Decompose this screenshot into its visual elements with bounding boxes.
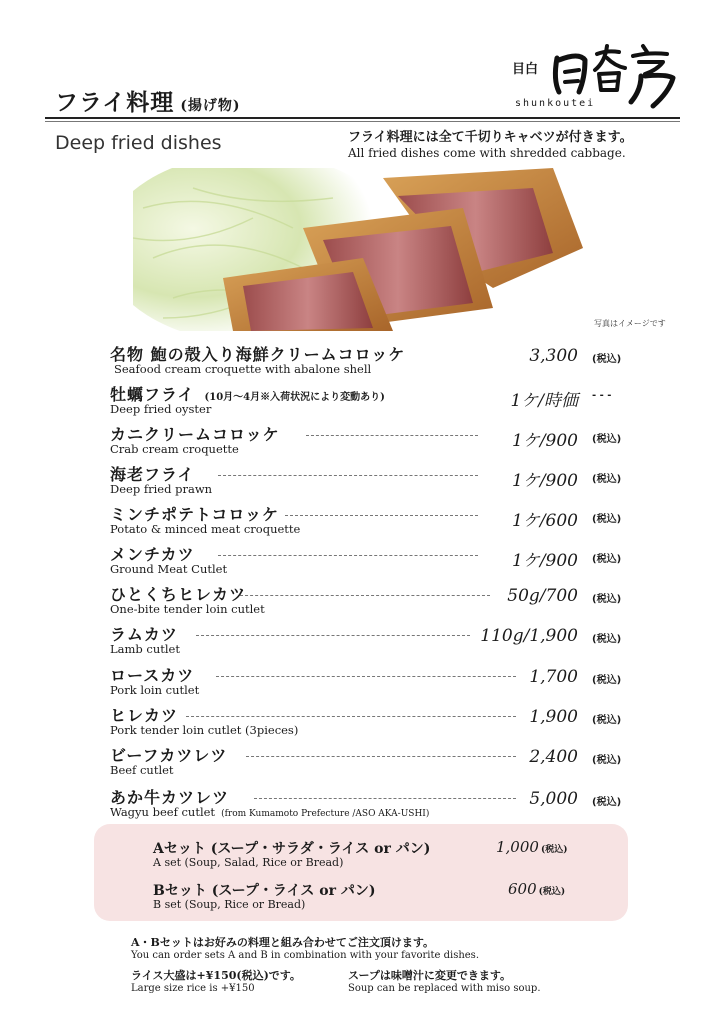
page-title: フライ料理 (揚げ物)	[55, 89, 241, 116]
menu-item-name-en: Pork tender loin cutlet (3pieces)	[110, 723, 299, 737]
menu-item	[0, 622, 724, 662]
menu-item-name-en: Ground Meat Cutlet	[110, 562, 228, 576]
page-title-sub: (揚げ物)	[180, 98, 241, 114]
dotted-leader	[306, 435, 478, 436]
set-a-tax: (税込)	[540, 845, 568, 855]
menu-item-name-en: Beef cutlet	[110, 763, 174, 777]
title-rule	[45, 117, 680, 119]
menu-item-price: 2,400	[529, 747, 578, 767]
tax-included-label: (税込)	[592, 634, 622, 645]
menu-item-name-jp: 名物 鮑の殻入り海鮮クリームコロッケ	[110, 345, 406, 364]
tax-included-label: (税込)	[592, 354, 622, 365]
brand-roman-name: shunkoutei	[515, 98, 596, 109]
menu-item	[0, 542, 724, 582]
brand-area-label: 目白	[512, 62, 539, 77]
large-rice-note-jp: ライス大盛は+¥150(税込)です。	[131, 969, 301, 982]
menu-item-price: 1ケ/時価	[510, 391, 578, 411]
dotted-leader	[218, 475, 478, 476]
menu-item-price: 110g/1,900	[480, 626, 578, 646]
set-b-price: 600 (税込)	[508, 880, 566, 898]
food-photo	[133, 168, 588, 331]
tax-included-label: (税込)	[592, 434, 622, 445]
menu-item-name-en: One-bite tender loin cutlet	[110, 602, 265, 616]
menu-item-price: 3,300	[529, 346, 578, 366]
menu-item	[0, 382, 724, 422]
dotted-leader	[285, 515, 478, 516]
title-rule-thin	[45, 121, 680, 122]
menu-item-name-jp: 海老フライ	[110, 465, 195, 484]
dotted-leader	[216, 676, 516, 677]
menu-item-name-jp: ヒレカツ	[110, 706, 179, 725]
combo-note-en: You can order sets A and B in combination with your favorite dishes.	[131, 950, 479, 961]
menu-item-name-jp: ミンチポテトコロッケ	[110, 505, 280, 524]
menu-item-name-en: Wagyu beef cutlet (from Kumamoto Prefecture /ASO AKA-USHI)	[110, 805, 430, 819]
tax-included-label: (税込)	[592, 675, 622, 686]
menu-item-price: 1ケ/600	[512, 511, 578, 531]
dotted-leader	[218, 555, 478, 556]
menu-item	[0, 462, 724, 502]
menu-item-name-en: Potato & minced meat croquette	[110, 522, 301, 536]
menu-item-name-jp: 牡蠣フライ (10月～4月※入荷状況により変動あり)	[110, 385, 385, 404]
menu-item-name-en: Pork loin cutlet	[110, 683, 200, 697]
set-a-name-jp: Aセット (スープ・サラダ・ライス or パン)	[153, 841, 431, 857]
set-b-name-en: B set (Soup, Rice or Bread)	[153, 898, 306, 911]
menu-item-price: 1,900	[529, 707, 578, 727]
dotted-leader	[186, 716, 516, 717]
menu-item-note-jp: (10月～4月※入荷状況により変動あり)	[204, 392, 385, 403]
tax-included-label: - - -	[592, 390, 612, 401]
menu-item-name-en: Deep fried prawn	[110, 482, 213, 496]
set-a-name-en: A set (Soup, Salad, Rice or Bread)	[153, 856, 344, 869]
dotted-leader	[254, 798, 516, 799]
menu-item-name-jp: ひとくちヒレカツ	[110, 585, 247, 604]
menu-item-note-en: (from Kumamoto Prefecture /ASO AKA-USHI)	[221, 809, 430, 819]
tax-included-label: (税込)	[592, 514, 622, 525]
cabbage-note-en: All fried dishes come with shredded cabbage.	[348, 146, 626, 160]
tax-included-label: (税込)	[592, 554, 622, 565]
menu-item	[0, 422, 724, 462]
menu-item-price: 5,000	[529, 789, 578, 809]
menu-item-price: 50g/700	[507, 586, 578, 606]
menu-item	[0, 743, 724, 783]
menu-item-name-jp: カニクリームコロッケ	[110, 425, 280, 444]
menu-item-price: 1ケ/900	[512, 551, 578, 571]
tax-included-label: (税込)	[592, 715, 622, 726]
menu-item-name-en: Deep fried oyster	[110, 402, 212, 416]
tax-included-label: (税込)	[592, 474, 622, 485]
menu-item	[0, 703, 724, 743]
set-b-tax: (税込)	[538, 887, 566, 897]
set-a-price: 1,000 (税込)	[496, 838, 568, 856]
menu-item-price: 1,700	[529, 667, 578, 687]
menu-item-name-jp: ラムカツ	[110, 625, 178, 644]
menu-item-name-en: Seafood cream croquette with abalone shell	[114, 362, 372, 376]
tax-included-label: (税込)	[592, 755, 622, 766]
menu-item-name-jp: メンチカツ	[110, 545, 195, 564]
tax-included-label: (税込)	[592, 594, 622, 605]
menu-item-name-jp: ビーフカツレツ	[110, 746, 228, 765]
menu-item-name-jp: あか牛カツレツ	[110, 788, 230, 807]
large-rice-note-en: Large size rice is +¥150	[131, 983, 255, 994]
cabbage-note-jp: フライ料理には全て千切りキャベツが付きます。	[348, 130, 633, 145]
dotted-leader	[240, 595, 490, 596]
miso-soup-note-en: Soup can be replaced with miso soup.	[348, 983, 541, 994]
menu-item	[0, 582, 724, 622]
dotted-leader	[196, 635, 470, 636]
menu-item-name-en: Crab cream croquette	[110, 442, 239, 456]
menu-item-price: 1ケ/900	[512, 431, 578, 451]
menu-item	[0, 342, 724, 382]
menu-item-price: 1ケ/900	[512, 471, 578, 491]
menu-item-name-jp: ロースカツ	[110, 666, 195, 685]
photo-caption: 写真はイメージです	[594, 319, 666, 328]
menu-item-name-en: Lamb cutlet	[110, 642, 180, 656]
set-b-name-jp: Bセット (スープ・ライス or パン)	[153, 883, 376, 899]
menu-item	[0, 663, 724, 703]
page-title-en: Deep fried dishes	[55, 132, 222, 154]
menu-item	[0, 502, 724, 542]
tax-included-label: (税込)	[592, 797, 622, 808]
combo-note-jp: A・Bセットはお好みの料理と組み合わせてご注文頂けます。	[131, 936, 434, 949]
miso-soup-note-jp: スープは味噌汁に変更できます。	[348, 969, 512, 982]
menu-item	[0, 785, 724, 825]
dotted-leader	[246, 756, 516, 757]
